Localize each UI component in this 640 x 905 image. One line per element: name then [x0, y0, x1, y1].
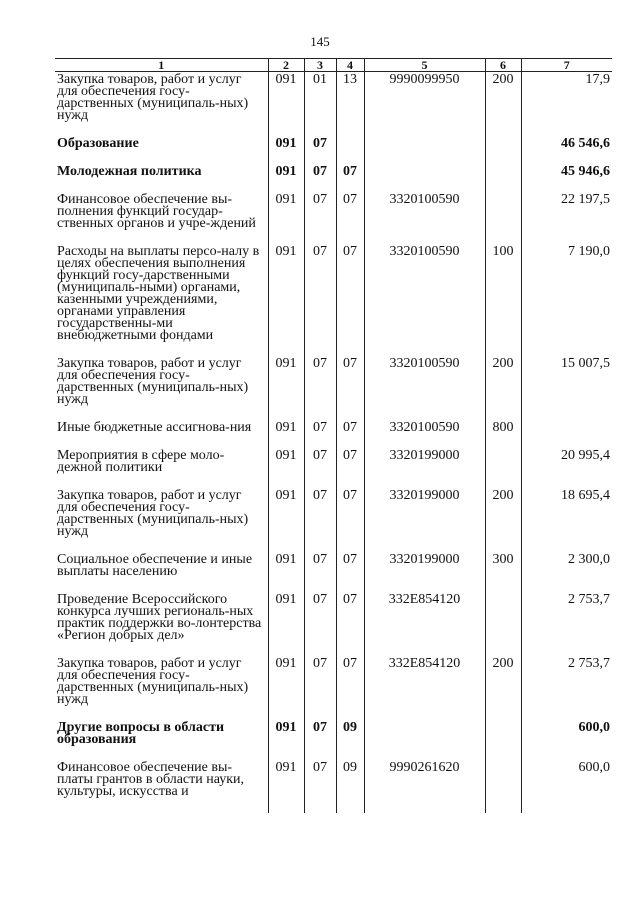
row-name: Закупка товаров, работ и услуг для обеспечения госу-дарственных (муниципаль-ных) нужд — [57, 488, 249, 539]
row-target-article: 3320100590 — [364, 245, 485, 357]
row-target-article — [364, 137, 485, 165]
row-grbs: 091 — [268, 721, 304, 761]
row-name: Молодежная политика — [57, 164, 202, 179]
row-section: 07 — [304, 489, 336, 553]
row-target-article: 9990261620 — [364, 761, 485, 813]
row-expense-type: 200 — [485, 357, 521, 421]
table-row — [55, 357, 612, 421]
row-amount: 600,0 — [521, 761, 612, 813]
table-row — [55, 193, 612, 245]
table-row — [55, 137, 612, 165]
column-header: 6 — [485, 59, 521, 72]
row-section: 07 — [304, 421, 336, 449]
row-expense-type — [485, 721, 521, 761]
row-subsection: 07 — [336, 449, 364, 489]
row-section: 07 — [304, 657, 336, 721]
row-expense-type — [485, 193, 521, 245]
row-section: 07 — [304, 761, 336, 813]
row-expense-type — [485, 761, 521, 813]
row-name: Проведение Всероссийского конкурса лучших региональ-ных практик поддержки во-лонтерства «Регион добрых дел» — [57, 592, 262, 643]
row-name: Закупка товаров, работ и услуг для обеспечения госу-дарственных (муниципаль-ных) нужд — [57, 656, 249, 707]
row-amount: 600,0 — [521, 721, 612, 761]
row-grbs: 091 — [268, 245, 304, 357]
row-subsection: 07 — [336, 657, 364, 721]
row-grbs: 091 — [268, 489, 304, 553]
row-amount: 2 753,7 — [521, 593, 612, 657]
row-section: 07 — [304, 165, 336, 193]
row-expense-type: 200 — [485, 72, 521, 138]
row-subsection: 07 — [336, 593, 364, 657]
row-section: 01 — [304, 72, 336, 138]
column-header: 3 — [304, 59, 336, 72]
row-grbs: 091 — [268, 593, 304, 657]
row-target-article: 3320100590 — [364, 357, 485, 421]
row-amount: 46 546,6 — [521, 137, 612, 165]
row-subsection: 07 — [336, 245, 364, 357]
row-name: Финансовое обеспечение вы-полнения функций государ-ственных органов и учре-ждений — [57, 192, 256, 231]
row-amount: 15 007,5 — [521, 357, 612, 421]
row-grbs: 091 — [268, 761, 304, 813]
row-amount: 22 197,5 — [521, 193, 612, 245]
row-section: 07 — [304, 593, 336, 657]
row-grbs: 091 — [268, 553, 304, 593]
column-header: 4 — [336, 59, 364, 72]
column-header: 7 — [521, 59, 612, 72]
budget-table — [55, 58, 612, 813]
row-target-article — [364, 721, 485, 761]
table-row — [55, 489, 612, 553]
table-row — [55, 421, 612, 449]
table-row — [55, 72, 612, 138]
row-expense-type: 200 — [485, 657, 521, 721]
table-row — [55, 245, 612, 357]
row-name: Закупка товаров, работ и услуг для обеспечения госу-дарственных (муниципаль-ных) нужд — [57, 356, 249, 407]
row-subsection: 07 — [336, 553, 364, 593]
row-name: Мероприятия в сфере моло-дежной политики — [57, 448, 225, 475]
row-subsection: 13 — [336, 72, 364, 138]
row-grbs: 091 — [268, 165, 304, 193]
row-expense-type: 300 — [485, 553, 521, 593]
row-subsection — [336, 137, 364, 165]
row-grbs: 091 — [268, 449, 304, 489]
row-subsection: 07 — [336, 165, 364, 193]
row-amount: 45 946,6 — [521, 165, 612, 193]
row-expense-type — [485, 593, 521, 657]
row-subsection: 07 — [336, 489, 364, 553]
row-expense-type: 100 — [485, 245, 521, 357]
row-grbs: 091 — [268, 421, 304, 449]
row-section: 07 — [304, 193, 336, 245]
row-subsection: 07 — [336, 193, 364, 245]
row-target-article: 3320199000 — [364, 489, 485, 553]
table-row — [55, 593, 612, 657]
table-row — [55, 761, 612, 813]
table-row — [55, 449, 612, 489]
row-target-article: 3320199000 — [364, 449, 485, 489]
row-target-article — [364, 165, 485, 193]
column-header: 1 — [55, 59, 268, 72]
row-section: 07 — [304, 721, 336, 761]
row-expense-type — [485, 449, 521, 489]
row-expense-type: 200 — [485, 489, 521, 553]
row-section: 07 — [304, 245, 336, 357]
row-grbs: 091 — [268, 357, 304, 421]
row-target-article: 332E854120 — [364, 593, 485, 657]
row-name: Закупка товаров, работ и услуг для обеспечения госу-дарственных (муниципаль-ных) нужд — [57, 72, 249, 123]
row-target-article: 3320100590 — [364, 421, 485, 449]
row-grbs: 091 — [268, 72, 304, 138]
row-subsection: 07 — [336, 357, 364, 421]
row-amount — [521, 421, 612, 449]
table-row — [55, 165, 612, 193]
row-subsection: 09 — [336, 721, 364, 761]
row-grbs: 091 — [268, 193, 304, 245]
row-amount: 7 190,0 — [521, 245, 612, 357]
row-name: Другие вопросы в области образования — [57, 720, 225, 747]
row-target-article: 9990099950 — [364, 72, 485, 138]
column-header: 2 — [268, 59, 304, 72]
row-target-article: 3320100590 — [364, 193, 485, 245]
row-expense-type — [485, 137, 521, 165]
table-row — [55, 657, 612, 721]
column-header: 5 — [364, 59, 485, 72]
row-grbs: 091 — [268, 137, 304, 165]
row-expense-type: 800 — [485, 421, 521, 449]
row-target-article: 3320199000 — [364, 553, 485, 593]
row-name: Образование — [57, 136, 139, 151]
row-target-article: 332E854120 — [364, 657, 485, 721]
row-amount: 18 695,4 — [521, 489, 612, 553]
table-row — [55, 721, 612, 761]
row-amount: 2 300,0 — [521, 553, 612, 593]
row-amount: 17,9 — [521, 72, 612, 138]
row-name: Социальное обеспечение и иные выплаты населению — [57, 552, 253, 579]
row-section: 07 — [304, 449, 336, 489]
row-section: 07 — [304, 137, 336, 165]
row-subsection: 07 — [336, 421, 364, 449]
row-name: Расходы на выплаты персо-налу в целях обеспечения выполнения функций госу-дарственными (муниципаль-ными) органами, казенными учреждениями, органами управления государственны-ми внебюджетными фондами — [57, 244, 260, 343]
row-section: 07 — [304, 357, 336, 421]
table-row — [55, 553, 612, 593]
row-grbs: 091 — [268, 657, 304, 721]
row-amount: 20 995,4 — [521, 449, 612, 489]
row-expense-type — [485, 165, 521, 193]
row-name: Финансовое обеспечение вы-платы грантов в области науки, культуры, искусства и — [57, 760, 245, 799]
row-subsection: 09 — [336, 761, 364, 813]
row-section: 07 — [304, 553, 336, 593]
page-number: 145 — [310, 34, 330, 49]
row-name: Иные бюджетные ассигнова-ния — [57, 420, 252, 435]
table-header-row — [55, 59, 612, 72]
row-amount: 2 753,7 — [521, 657, 612, 721]
